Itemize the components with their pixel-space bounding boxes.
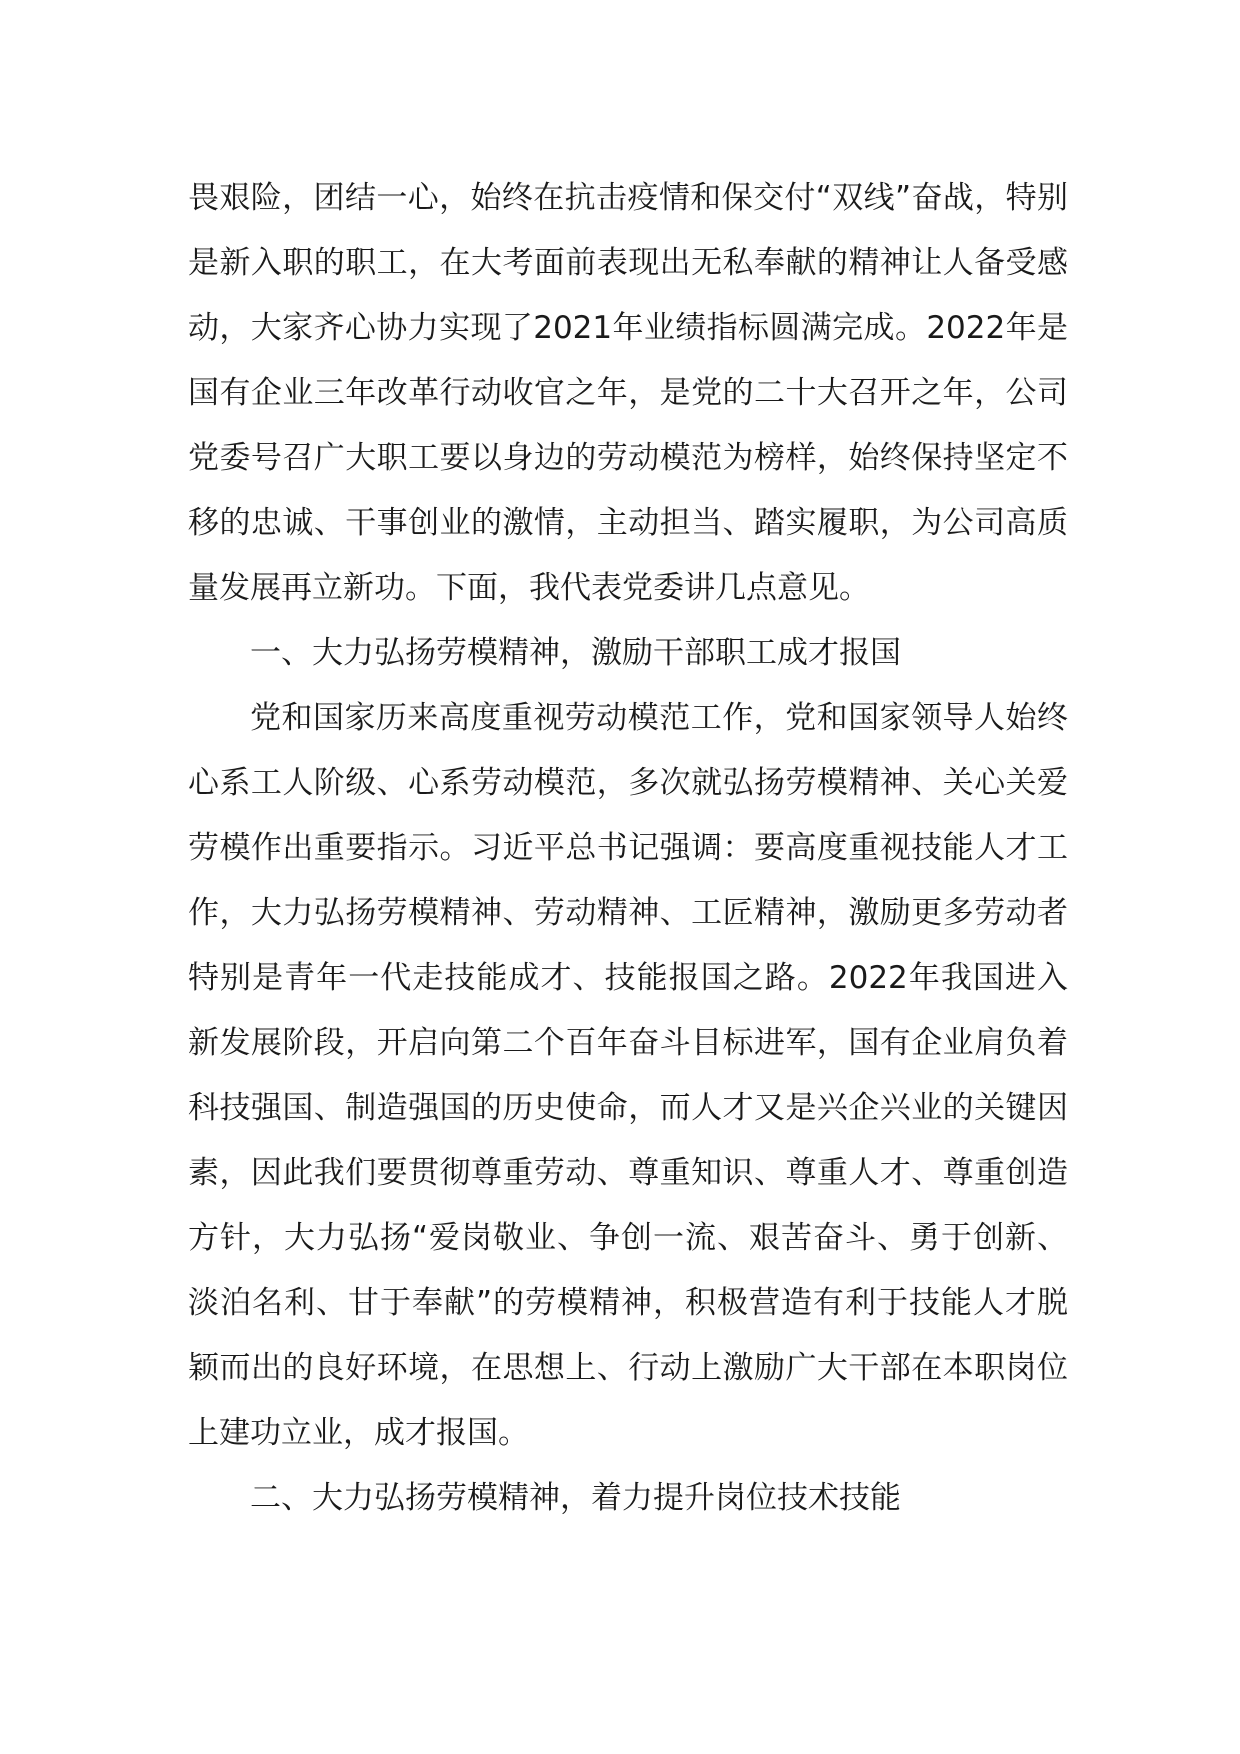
section-heading-1: 一、大力弘扬劳模精神，激励干部职工成才报国 (250, 635, 901, 671)
paragraph-continuation: 畏艰险，团结一心，始终在抗击疫情和保交付“双线”奋战，特别是新入职的职工，在大考面前表现出无私奉献的精神让人备受感动，大家齐心协力实现了2021年业绩指标圆满完成。2022年是国有企业三年改革行动收官之年，是党的二十大召开之年，公司党委号召广大职工要以身边的劳动模范为榜样，始终保持坚定不移的忠诚、干事创业的激情，主动担当、踏实履职，为公司高质量发展再立新功。下面，我代表党委讲几点意见。 (188, 180, 1068, 606)
paragraph-section-1: 党和国家历来高度重视劳动模范工作，党和国家领导人始终心系工人阶级、心系劳动模范，多次就弘扬劳模精神、关心关爱劳模作出重要指示。习近平总书记强调：要高度重视技能人才工作，大力弘扬劳模精神、劳动精神、工匠精神，激励更多劳动者特别是青年一代走技能成才、技能报国之路。2022年我国进入新发展阶段，开启向第二个百年奋斗目标进军，国有企业肩负着科技强国、制造强国的历史使命，而人才又是兴企兴业的关键因素，因此我们要贯彻尊重劳动、尊重知识、尊重人才、尊重创造方针，大力弘扬“爱岗敬业、争创一流、艰苦奋斗、勇于创新、淡泊名利、甘于奉献”的劳模精神，积极营造有利于技能人才脱颖而出的良好环境，在思想上、行动上激励广大干部在本职岗位上建功立业，成才报国。 (188, 700, 1068, 1451)
section-heading-2: 二、大力弘扬劳模精神，着力提升岗位技术技能 (250, 1480, 901, 1516)
document-body (188, 166, 1068, 1531)
